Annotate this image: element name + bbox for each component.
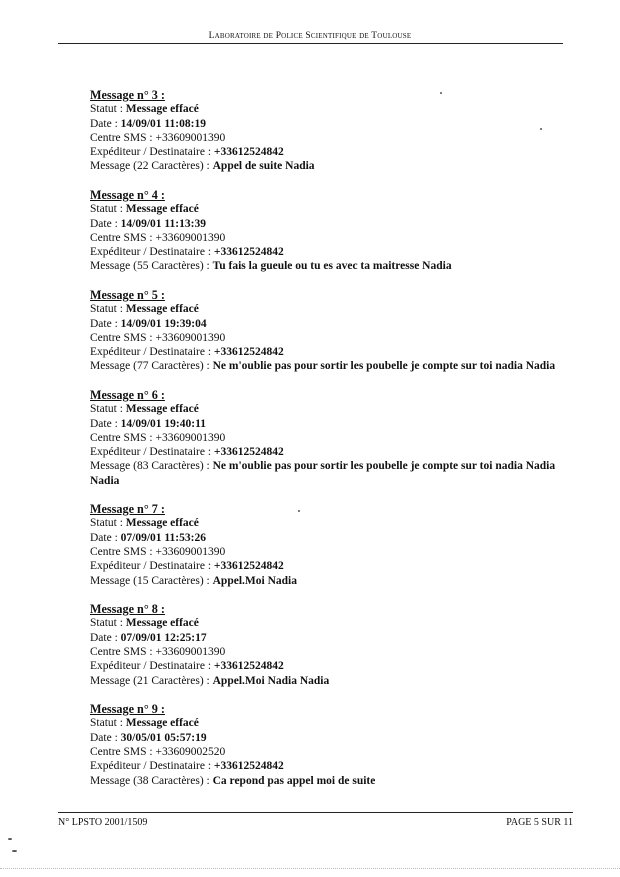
sender-label: Expéditeur / Destinataire : [90,660,214,673]
status-label: Statut : [90,617,126,630]
status-line [90,302,560,316]
message-text-label: Message (77 Caractères) : [90,360,213,373]
message-text-line [90,159,560,173]
message-block [90,702,560,788]
status-line [90,402,560,416]
header-rule [58,43,563,44]
sms-center-line [90,545,560,559]
sms-center-value: +33609001390 [155,231,226,244]
date-line [90,631,560,645]
sms-center-line [90,231,560,245]
sender-label: Expéditeur / Destinataire : [90,146,214,159]
message-block [90,188,560,274]
sender-line [90,145,560,159]
sms-center-label: Centre SMS : [90,746,156,758]
sms-center-line [90,431,560,445]
scan-speck [298,510,300,512]
date-value: 14/09/01 19:39:04 [120,317,207,330]
sms-center-line [90,645,560,659]
date-line [90,217,560,231]
status-value: Message effacé [125,203,199,216]
status-line [90,102,560,116]
message-text-value: Appel.Moi Nadia Nadia [212,674,330,687]
message-text-line [90,459,560,488]
sender-line [90,759,560,773]
message-text-label: Message (21 Caractères) : [90,674,213,687]
message-text-value: Appel.Moi Nadia [212,574,297,587]
message-block [90,502,560,588]
message-text-value: Appel de suite Nadia [212,160,315,173]
date-label: Date : [90,531,121,544]
date-value: 14/09/01 11:08:19 [120,117,206,130]
message-text-label: Message (22 Caractères) : [90,160,213,173]
date-value: 07/09/01 12:25:17 [120,631,207,644]
sender-value: +33612524842 [213,246,284,259]
status-line [90,516,560,530]
sender-label: Expéditeur / Destinataire : [90,246,214,259]
sms-center-label: Centre SMS : [90,646,156,659]
status-line [90,716,560,730]
scan-edge [0,868,620,869]
message-text-line [90,259,560,273]
message-title: Message n° 4 : [90,187,165,202]
sms-center-value: +33609001390 [155,131,226,144]
message-title: Message n° 8 : [90,602,165,617]
status-line [90,616,560,630]
scan-speck [12,850,17,852]
date-label: Date : [90,631,121,644]
date-value: 07/09/01 11:53:26 [120,531,206,544]
date-value: 30/05/01 05:57:19 [120,731,207,744]
status-value: Message effacé [125,403,199,416]
sms-center-label: Centre SMS : [90,331,156,344]
sms-center-label: Centre SMS : [90,231,156,244]
message-block [90,288,560,374]
sms-center-value: +33609002520 [155,746,226,758]
sender-label: Expéditeur / Destinataire : [90,346,214,359]
message-block [90,88,560,174]
message-text-value: Ne m'oublie pas pour sortir les poubelle je compte sur toi nadia Nadia [212,360,556,373]
date-label: Date : [90,317,121,330]
status-value: Message effacé [125,717,199,730]
sms-center-label: Centre SMS : [90,131,156,144]
sender-value: +33612524842 [213,660,284,673]
sender-line [90,245,560,259]
date-label: Date : [90,217,121,230]
date-line [90,417,560,431]
sms-center-label: Centre SMS : [90,546,156,559]
sms-center-line [90,745,560,759]
date-line [90,531,560,545]
sms-center-label: Centre SMS : [90,431,156,444]
scan-speck [8,838,12,840]
message-text-label: Message (38 Caractères) : [90,774,213,787]
footer-rule [58,812,573,813]
message-text-value: Ne m'oublie pas pour sortir les poubelle je compte sur toi nadia Nadia Nadia [90,460,556,487]
sms-center-value: +33609001390 [155,431,226,444]
status-label: Statut : [90,517,126,530]
status-label: Statut : [90,717,126,730]
sender-value: +33612524842 [213,346,284,359]
message-block [90,388,560,488]
message-text-line [90,574,560,588]
message-text-line [90,674,560,688]
message-title: Message n° 3 : [90,88,165,102]
sender-line [90,345,560,359]
sms-center-value: +33609001390 [155,331,226,344]
sms-center-line [90,331,560,345]
sender-line [90,559,560,573]
message-text-label: Message (83 Caractères) : [90,460,213,473]
date-label: Date : [90,417,121,430]
status-label: Statut : [90,103,126,116]
sms-center-value: +33609001390 [155,646,226,659]
sender-line [90,445,560,459]
message-list [90,88,560,802]
page-header: Laboratoire de Police Scientifique de Toulouse [208,31,412,41]
date-label: Date : [90,731,121,744]
message-title: Message n° 6 : [90,387,165,402]
case-reference: N° LPSTO 2001/1509 [58,817,148,828]
message-text-value: Tu fais la gueule ou tu es avec ta maitresse Nadia [212,260,452,273]
status-value: Message effacé [125,517,199,530]
status-value: Message effacé [125,103,199,116]
scan-speck [440,92,442,94]
date-value: 14/09/01 19:40:11 [120,417,206,430]
status-value: Message effacé [125,617,199,630]
sender-value: +33612524842 [213,560,284,573]
sender-value: +33612524842 [213,146,284,159]
sender-line [90,659,560,673]
sender-value: +33612524842 [213,446,284,459]
message-text-line [90,774,560,788]
message-text-label: Message (15 Caractères) : [90,574,213,587]
status-label: Statut : [90,403,126,416]
status-line [90,202,560,216]
sender-value: +33612524842 [213,760,284,773]
sms-center-line [90,131,560,145]
message-title: Message n° 9 : [90,702,165,717]
page-number: PAGE 5 SUR 11 [506,817,573,828]
sms-center-value: +33609001390 [155,546,226,559]
sender-label: Expéditeur / Destinataire : [90,760,214,773]
date-line [90,731,560,745]
message-text-label: Message (55 Caractères) : [90,260,213,273]
sender-label: Expéditeur / Destinataire : [90,560,214,573]
message-text-line [90,359,560,373]
sender-label: Expéditeur / Destinataire : [90,446,214,459]
message-title: Message n° 5 : [90,287,165,302]
date-value: 14/09/01 11:13:39 [120,217,206,230]
status-label: Statut : [90,203,126,216]
message-title: Message n° 7 : [90,502,165,517]
status-value: Message effacé [125,303,199,316]
message-block [90,602,560,688]
date-line [90,317,560,331]
date-line [90,117,560,131]
date-label: Date : [90,117,121,130]
scan-speck [540,128,542,130]
status-label: Statut : [90,303,126,316]
message-text-value: Ca repond pas appel moi de suite [212,774,376,787]
